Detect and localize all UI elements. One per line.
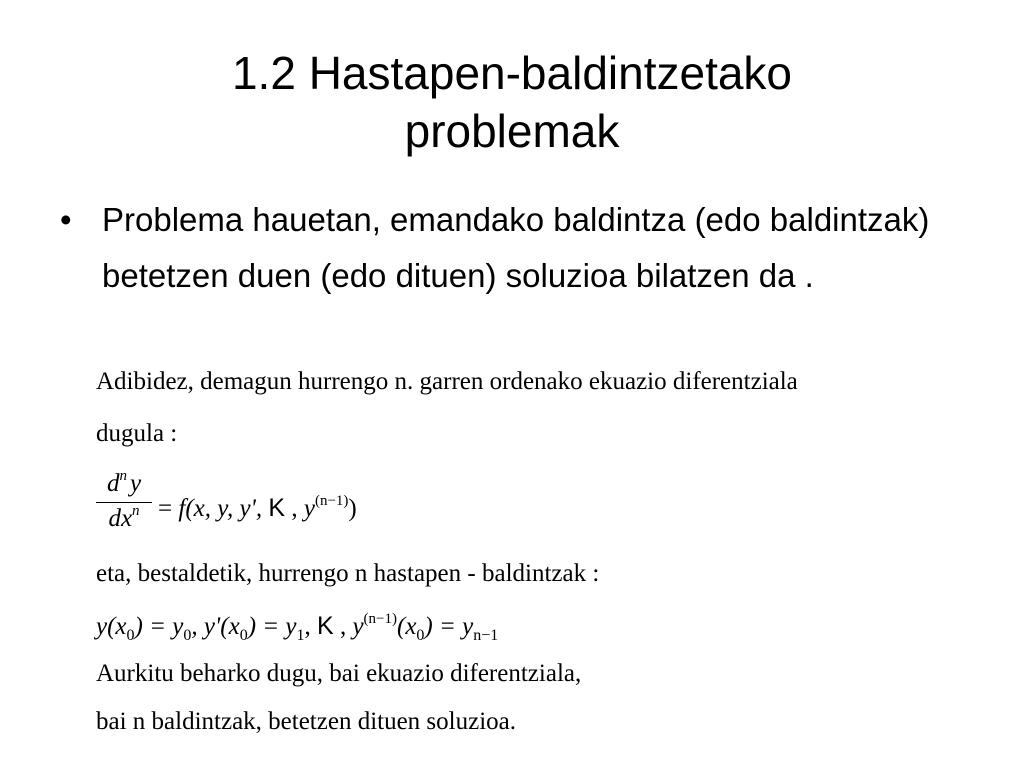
paragraph-intro-line-1: Adibidez, demagun hurrengo n. garren ordenako ekuazio diferentziala: [96, 368, 798, 395]
paragraph-conditions-intro: eta, bestaldetik, hurrengo n hastapen - baldintzak :: [96, 560, 600, 587]
slide-title-line-1: 1.2 Hastapen-baldintzetako: [231, 47, 793, 99]
initial-conditions: $y(x_0) = y_0$, $y'(x_0) = y_1$, K , $y^{(n-1)}(x_0) = y_{n-1}$: [96, 611, 499, 644]
fraction-bar: [96, 502, 152, 503]
bullet-text: Problema hauetan, emandako baldintza (edo baldintzak) betetzen duen (edo dituen) soluzioa bilatzen da .: [102, 201, 930, 294]
fraction-denominator: $dx^n$: [108, 503, 140, 532]
slide-title: [0, 44, 1024, 160]
slide-title-line-2: problemak: [404, 105, 620, 157]
ode-right-hand-side: = f(x, y, y', K , $y^{(n-1)}$): [158, 493, 357, 522]
ode-derivative-fraction: [96, 470, 152, 533]
paragraph-intro-line-2: dugula :: [96, 420, 178, 447]
bullet-marker: •: [60, 201, 72, 238]
paragraph-find-line-1: Aurkitu beharko dugu, bai ekuazio diferentziala,: [96, 660, 582, 687]
paragraph-find-line-2: bai n baldintzak, betetzen dituen soluzioa.: [96, 708, 516, 735]
fraction-numerator: $d^n$ y: [106, 468, 142, 497]
